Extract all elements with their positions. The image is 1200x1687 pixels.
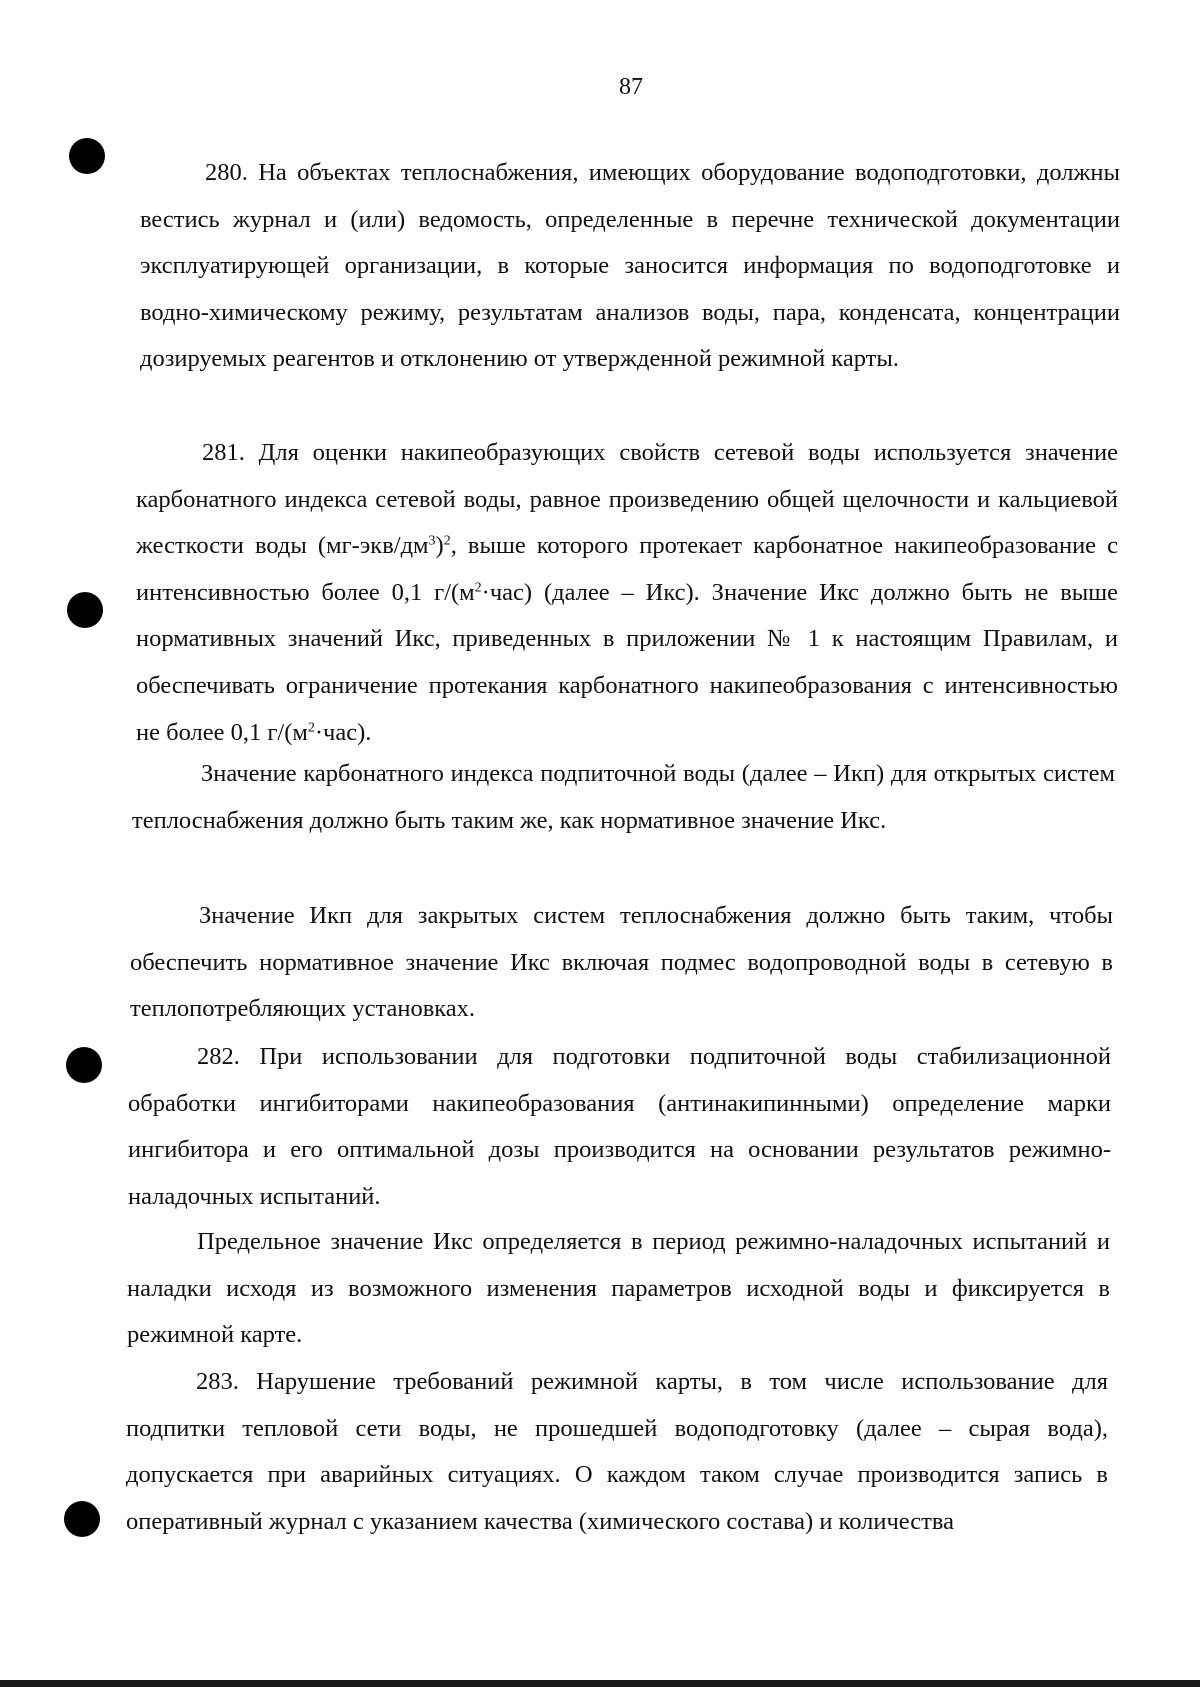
- superscript: 2: [443, 533, 451, 549]
- punch-hole-2: [67, 592, 103, 628]
- paragraph-280: 280. На объектах теплоснабжения, имеющих оборудование водоподготовки, должны вестись журнал и (или) ведомость, определенные в перечне технической документации эксплуатирующей организации, в которые заносится информация по водоподготовке и водно-химическому режиму, результатам анализов воды, пара, конденсата, концентрации дозируемых реагентов и отклонению от утвержденной режимной карты.: [140, 159, 1120, 373]
- superscript: 2: [307, 720, 315, 736]
- superscript: 3: [428, 533, 436, 549]
- paragraph-283: 283. Нарушение требований режимной карты, в том числе использование для подпитки тепловой сети воды, не прошедшей водоподготовку (далее – сырая вода), допускается при аварийных ситуациях. О каждом таком случае производится запись в оперативный журнал с указанием качества (химического состава) и количества: [126, 1368, 1108, 1535]
- paragraph-281: 281. Для оценки накипеобразующих свойств сетевой воды используется значение карбонатного индекса сетевой воды, равное произведению общей щелочности и кальциевой жесткости воды $(мг-экв/дм^3)^2$, выше которого протекает карбонатное накипеобразование с интенсивностью более 0,1 $г/(м^2\cdot час)$ (далее – Икс). Значение Икс должно быть не выше нормативных значений Икс, приведенных в приложении № 1 к настоящим Правилам, и обеспечивать ограничение протекания карбонатного накипеобразования с интенсивностью не более 0,1 $г/(м^2\cdot час)$.: [136, 439, 1118, 746]
- punch-hole-3: [66, 1047, 102, 1083]
- punch-hole-1: [69, 138, 105, 174]
- page-number: 87: [619, 74, 643, 100]
- paragraph-ikp-closed: Значение Икп для закрытых систем теплоснабжения должно быть таким, чтобы обеспечить нормативное значение Икс включая подмес водопроводной воды в сетевую в теплопотребляющих установках.: [130, 902, 1113, 1023]
- paragraph-282-limit: Предельное значение Икс определяется в период режимно-наладочных испытаний и наладки исходя из возможного изменения параметров исходной воды и фиксируется в режимной карте.: [127, 1228, 1110, 1349]
- paragraph-282: 282. При использовании для подготовки подпиточной воды стабилизационной обработки ингибиторами накипеобразования (антинакипинными) определение марки ингибитора и его оптимальной дозы производится на основании результатов режимно-наладочных испытаний.: [128, 1043, 1111, 1210]
- paragraph-ikp-open: Значение карбонатного индекса подпиточной воды (далее – Икп) для открытых систем теплоснабжения должно быть таким же, как нормативное значение Икс.: [132, 760, 1115, 834]
- superscript: 2: [474, 580, 482, 596]
- scan-edge: [0, 1680, 1200, 1687]
- punch-hole-4: [64, 1501, 100, 1537]
